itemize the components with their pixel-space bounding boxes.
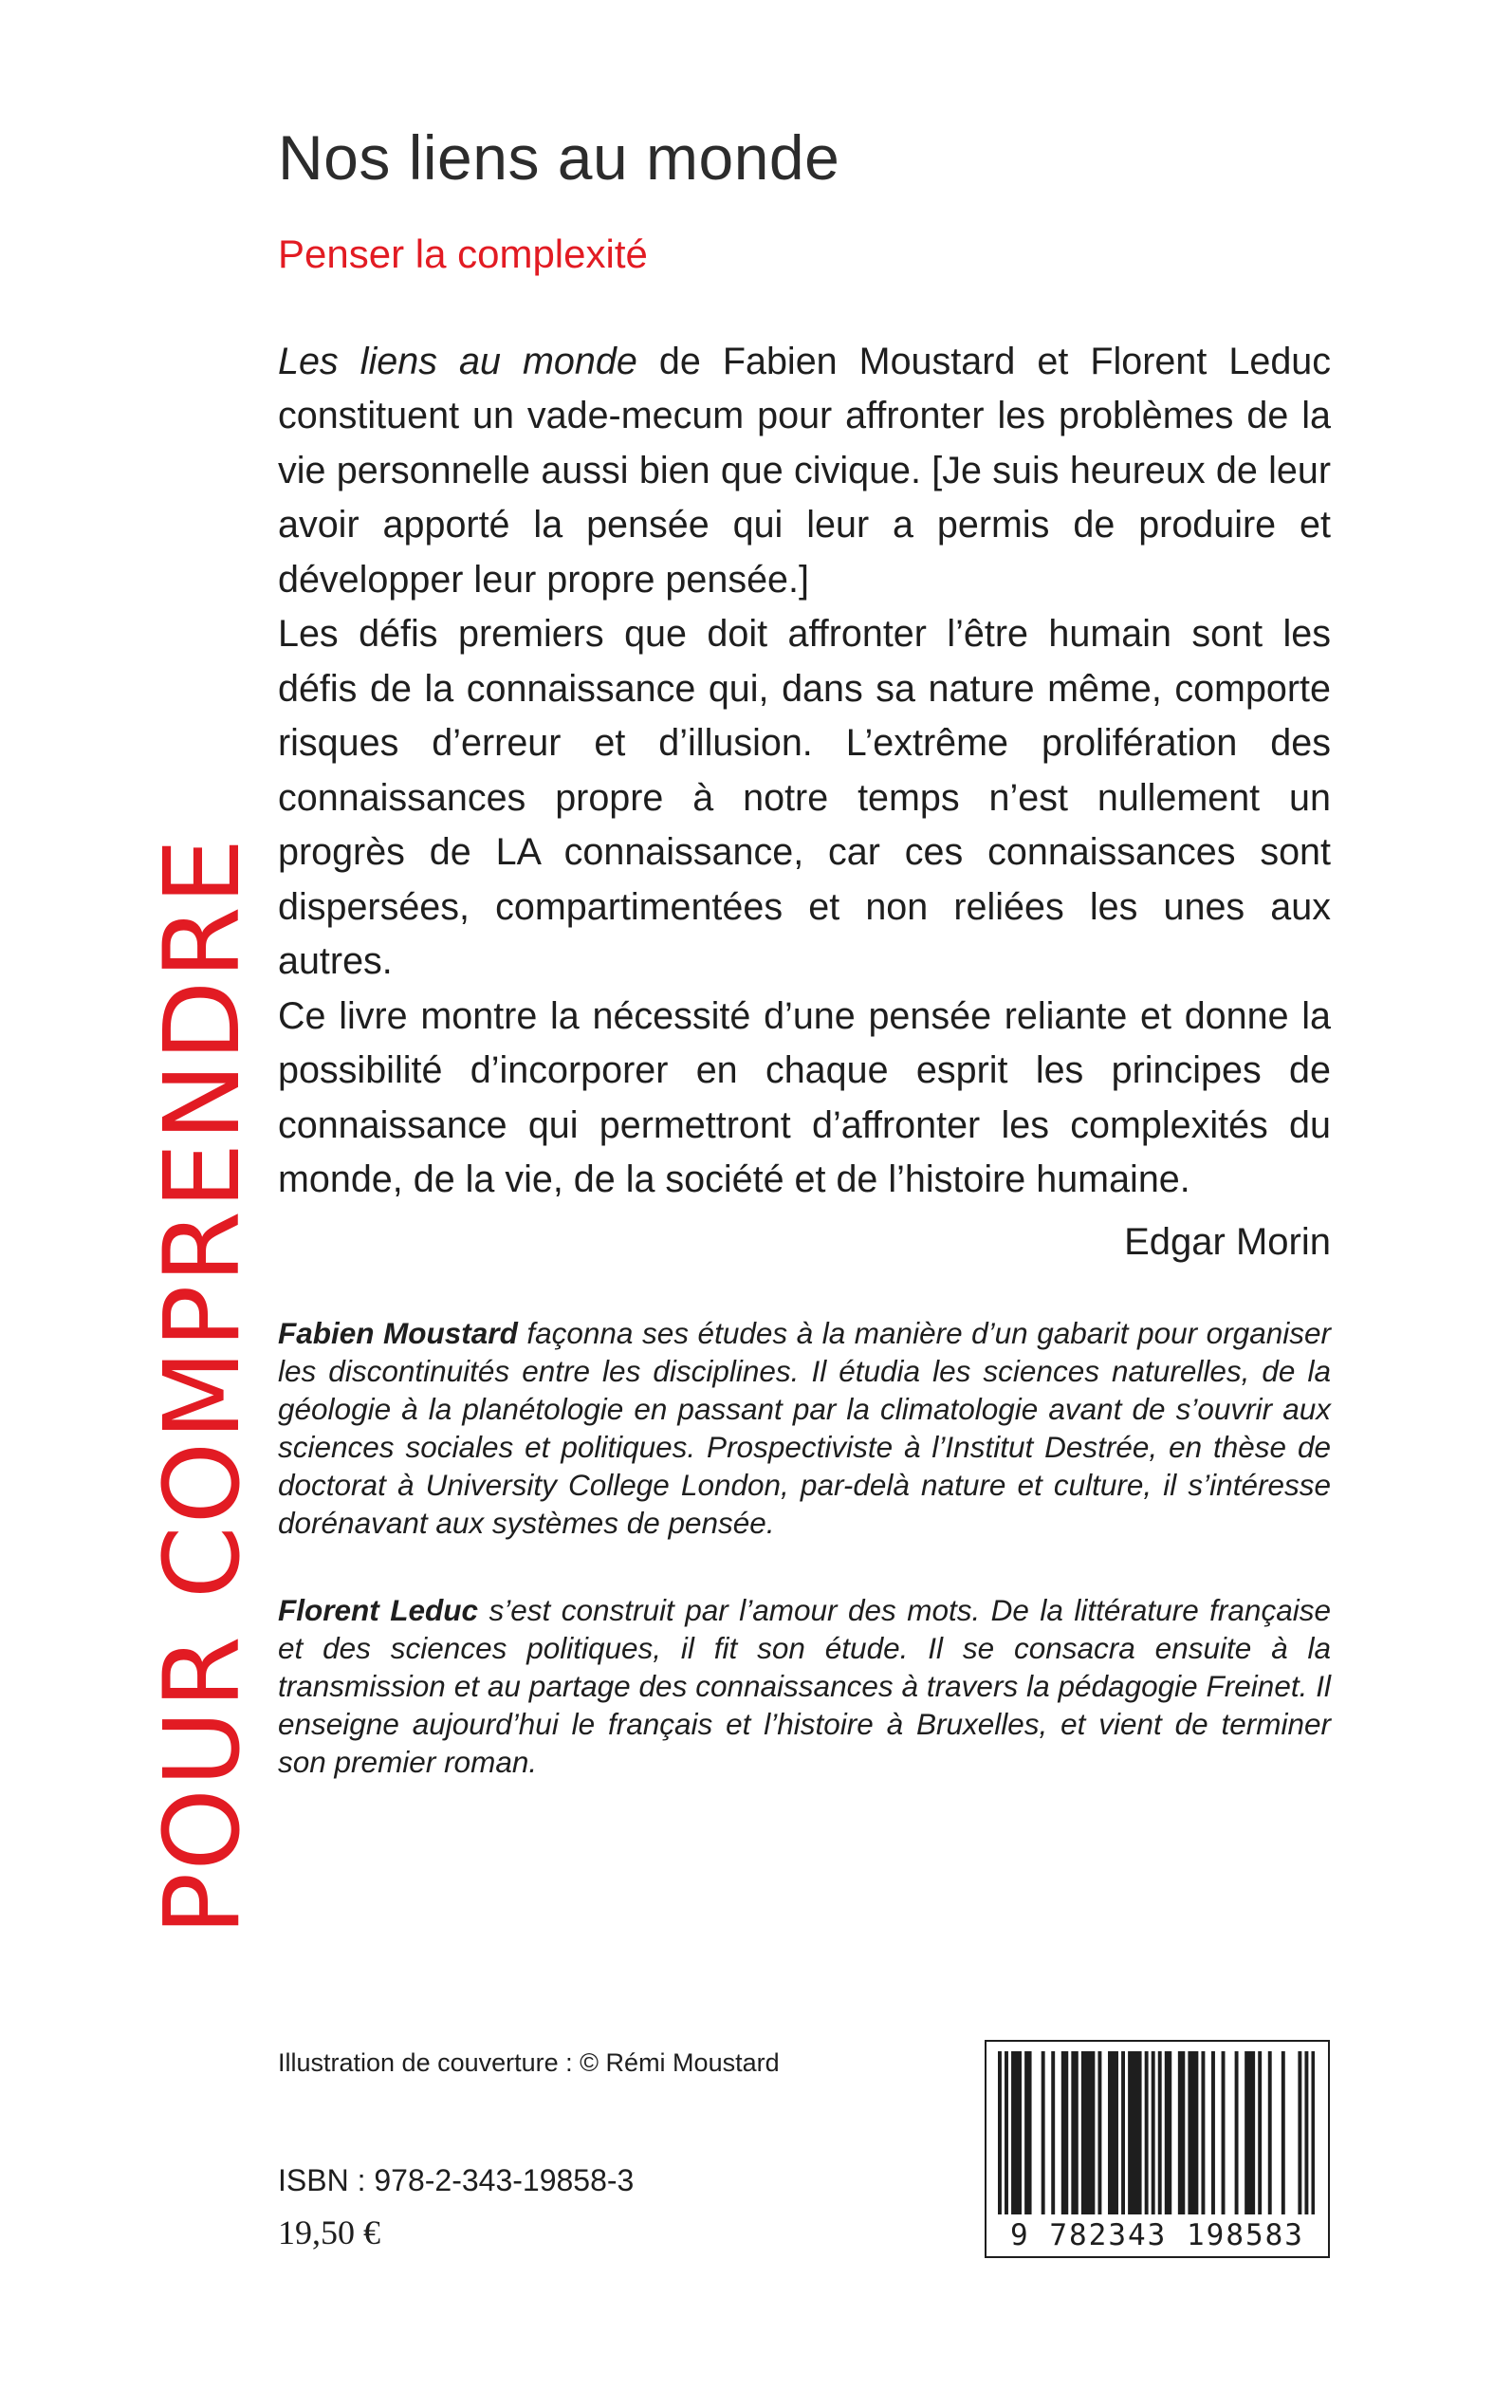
book-description [278,335,1331,1265]
barcode [985,2040,1330,2258]
barcode-bar [1011,2051,1015,2214]
quoted-title: Les liens au monde [278,340,637,382]
barcode-bar [1112,2051,1116,2214]
barcode-bar [1061,2051,1065,2214]
barcode-bar [1248,2051,1252,2214]
barcode-bar [1222,2051,1226,2214]
barcode-bar [1028,2051,1032,2214]
barcode-bar [1181,2051,1185,2214]
barcode-bar [1128,2051,1132,2214]
barcode-bar [1051,2051,1055,2214]
barcode-bar [1015,2051,1019,2214]
author-bio-1 [278,1314,1331,1542]
barcode-bar [1282,2051,1285,2214]
back-cover-content [278,123,1331,1781]
barcode-bar [1235,2051,1239,2214]
barcode-bar [1194,2051,1198,2214]
barcode-bar [1071,2051,1075,2214]
barcode-bar [1211,2051,1215,2214]
barcode-bar [1311,2051,1315,2214]
barcode-bar [1005,2051,1008,2214]
barcode-bar [1081,2051,1085,2214]
barcode-bar [1075,2051,1079,2214]
author-bio-text-1: façonna ses études à la manière d’un gabarit pour organiser les discontinuités entre les disciplines. Il étudia les sciences naturelles, de la géologie à la planétologie en passant par la climatologie avant de s’ouvrir aux sciences sociales et politiques. Prospectiviste à l’Institut Destrée, en thèse de doctorat à University College London, par-delà nature et culture, il s’intéresse dorénavant aux systèmes de pensée. [278,1315,1331,1540]
barcode-bar [1024,2051,1028,2214]
barcode-bar [1132,2051,1135,2214]
barcode-bar [1088,2051,1092,2214]
barcode-bar [1018,2051,1022,2214]
barcode-bar [1091,2051,1095,2214]
book-subtitle: Penser la complexité [278,231,648,276]
series-name-vertical: POUR COMPRENDRE [141,836,263,1936]
barcode-bar [1304,2051,1308,2214]
barcode-bar [1298,2051,1301,2214]
barcode-bar [1258,2051,1262,2214]
barcode-bar [1191,2051,1195,2214]
barcode-bar [1064,2051,1068,2214]
description-paragraph-1 [278,335,1331,608]
barcode-bar [1121,2051,1125,2214]
author-name-2: Florent Leduc [278,1592,478,1627]
barcode-bar [1145,2051,1149,2214]
barcode-bar [1152,2051,1155,2214]
isbn-number: ISBN : 978-2-343-19858-3 [278,2163,635,2197]
barcode-bar [1168,2051,1171,2214]
barcode-bar [998,2051,1002,2214]
barcode-bar [1188,2051,1191,2214]
barcode-digits: 9 782343 198583 [1010,2218,1304,2252]
barcode-bar [1178,2051,1182,2214]
barcode-bar [1084,2051,1088,2214]
author-bio-text-2: s’est construit par l’amour des mots. De la littérature française et des sciences politiques, il fit son étude. Il se consacra ensuite à la transmission et au partage des connaissances à travers la pédagogie Freinet. Il enseigne aujourd’hui le français et l’histoire à Bruxelles, et vient de terminer son premier roman. [278,1592,1331,1779]
barcode-bar [1158,2051,1162,2214]
barcode-bar [1251,2051,1255,2214]
author-bio-2 [278,1591,1331,1781]
barcode-bar [1134,2051,1138,2214]
cover-illustration-credit: Illustration de couverture : © Rémi Moustard [278,2048,780,2077]
barcode-bar [1097,2051,1101,2214]
barcode-bar [1042,2051,1045,2214]
author-name-1: Fabien Moustard [278,1315,518,1350]
book-price: 19,50 € [278,2214,380,2251]
barcode-bar [1245,2051,1248,2214]
barcode-bar [1268,2051,1272,2214]
book-title: Nos liens au monde [278,122,840,193]
description-paragraph-2: Les défis premiers que doit affronter l’être humain sont les défis de la connaissance qui, dans sa nature même, comporte risques d’erreur et d’illusion. L’extrême prolifération des connaissances propre à notre temps n’est nullement un progrès de LA connaissance, car ces connaissances sont dispersées, compartimentées et non reliées les unes aux autres. [278,613,1331,983]
description-paragraph-3: Ce livre montre la nécessité d’une pensée reliante et donne la possibilité d’incorporer en chaque esprit les principes de connaissance qui permettront d’affronter les complexités du monde, de la vie, de la société et de l’histoire humaine. [278,994,1331,1201]
barcode-bars [998,2051,1315,2214]
description-paragraph-1-text: de Fabien Moustard et Florent Leduc constituent un vade-mecum pour affronter les problèmes de la vie personnelle aussi bien que civique. [Je suis heureux de leur avoir apporté la pensée qui leur a permis de produire et développer leur propre pensée.] [278,340,1332,601]
barcode-bar [1138,2051,1142,2214]
barcode-bar [1115,2051,1118,2214]
barcode-bar [1108,2051,1112,2214]
preface-signature: Edgar Morin [1124,1220,1331,1263]
barcode-bar [1201,2051,1205,2214]
barcode-bar [1165,2051,1169,2214]
